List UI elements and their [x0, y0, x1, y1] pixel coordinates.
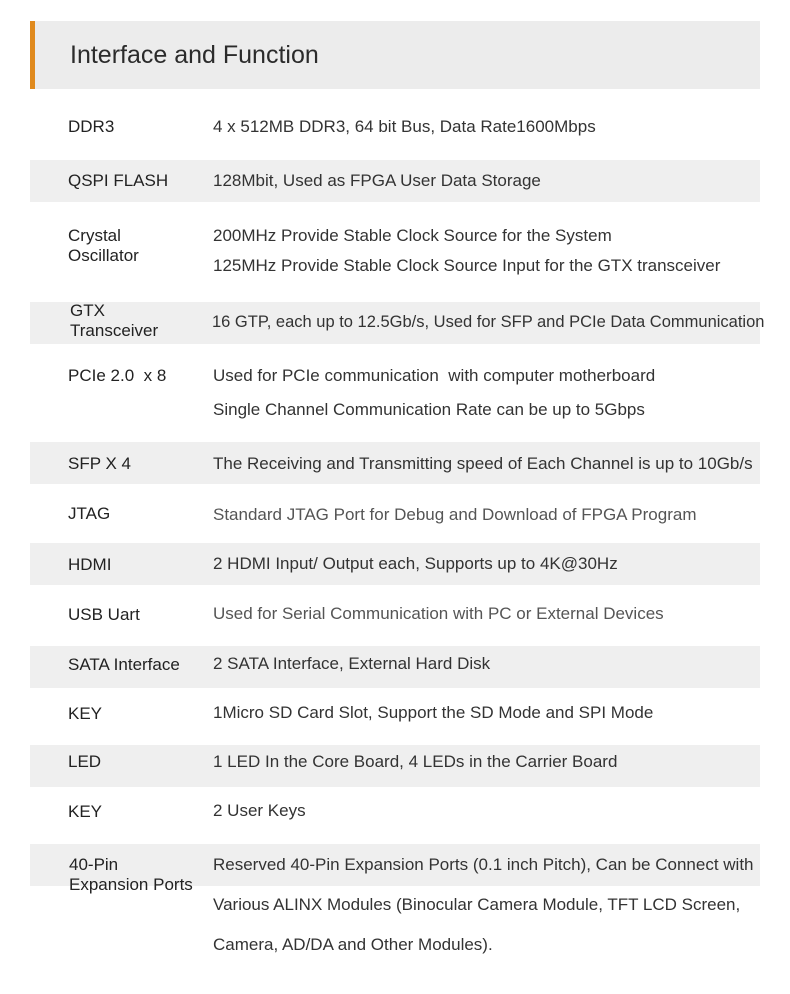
- spec-value-key-user: 2 User Keys: [213, 801, 306, 820]
- spec-value-led: 1 LED In the Core Board, 4 LEDs in the Carrier Board: [213, 752, 618, 771]
- spec-value-crystal-oscillator-2: 125MHz Provide Stable Clock Source Input for the GTX transceiver: [213, 256, 721, 275]
- section-title: Interface and Function: [70, 41, 319, 69]
- spec-value-pcie-1: Used for PCIe communication with computer motherboard: [213, 366, 656, 385]
- spec-label-qspi-flash: QSPI FLASH: [68, 171, 169, 190]
- spec-label-key-user: KEY: [68, 802, 103, 821]
- spec-label-hdmi: HDMI: [68, 555, 112, 574]
- spec-label-gtx-transceiver: [70, 301, 158, 341]
- spec-value-expansion-ports-3: Camera, AD/DA and Other Modules).: [213, 935, 493, 954]
- spec-label-expansion-ports: [69, 855, 193, 895]
- spec-value-jtag: Standard JTAG Port for Debug and Download of FPGA Program: [213, 505, 697, 524]
- spec-value-sata: 2 SATA Interface, External Hard Disk: [213, 654, 491, 673]
- spec-value-pcie-2: Single Channel Communication Rate can be up to 5Gbps: [213, 400, 645, 419]
- spec-value-expansion-ports-2: Various ALINX Modules (Binocular Camera Module, TFT LCD Screen,: [213, 895, 741, 914]
- spec-value-key-sd: 1Micro SD Card Slot, Support the SD Mode and SPI Mode: [213, 703, 654, 722]
- spec-label-line: Oscillator: [68, 246, 139, 265]
- spec-value-crystal-oscillator-1: 200MHz Provide Stable Clock Source for the System: [213, 226, 612, 245]
- spec-label-line: 40-Pin: [69, 855, 119, 874]
- spec-label-key-sd: KEY: [68, 704, 103, 723]
- spec-label-ddr3: DDR3: [68, 117, 115, 136]
- spec-value-ddr3: 4 x 512MB DDR3, 64 bit Bus, Data Rate1600Mbps: [213, 117, 596, 136]
- spec-label-sata: SATA Interface: [68, 655, 180, 674]
- spec-label-line: Expansion Ports: [69, 875, 193, 894]
- spec-label-sfp: SFP X 4: [68, 454, 131, 473]
- spec-label-led: LED: [68, 752, 102, 771]
- spec-label-line: Crystal: [68, 226, 121, 245]
- spec-label-line: Transceiver: [70, 321, 159, 340]
- spec-label-pcie: PCIe 2.0 x 8: [68, 366, 167, 385]
- spec-value-expansion-ports-1: Reserved 40-Pin Expansion Ports (0.1 inch Pitch), Can be Connect with: [213, 855, 754, 874]
- spec-value-qspi-flash: 128Mbit, Used as FPGA User Data Storage: [213, 171, 541, 190]
- spec-label-jtag: JTAG: [68, 504, 111, 523]
- spec-value-gtx-transceiver: 16 GTP, each up to 12.5Gb/s, Used for SFP and PCIe Data Communication: [212, 313, 765, 331]
- spec-label-line: GTX: [70, 301, 105, 320]
- spec-label-crystal-oscillator: [68, 226, 139, 266]
- spec-value-hdmi: 2 HDMI Input/ Output each, Supports up to 4K@30Hz: [213, 554, 618, 573]
- spec-value-sfp: The Receiving and Transmitting speed of Each Channel is up to 10Gb/s: [213, 454, 753, 473]
- spec-value-usb-uart: Used for Serial Communication with PC or External Devices: [213, 604, 664, 623]
- spec-label-usb-uart: USB Uart: [68, 605, 140, 624]
- section-header: [30, 21, 760, 89]
